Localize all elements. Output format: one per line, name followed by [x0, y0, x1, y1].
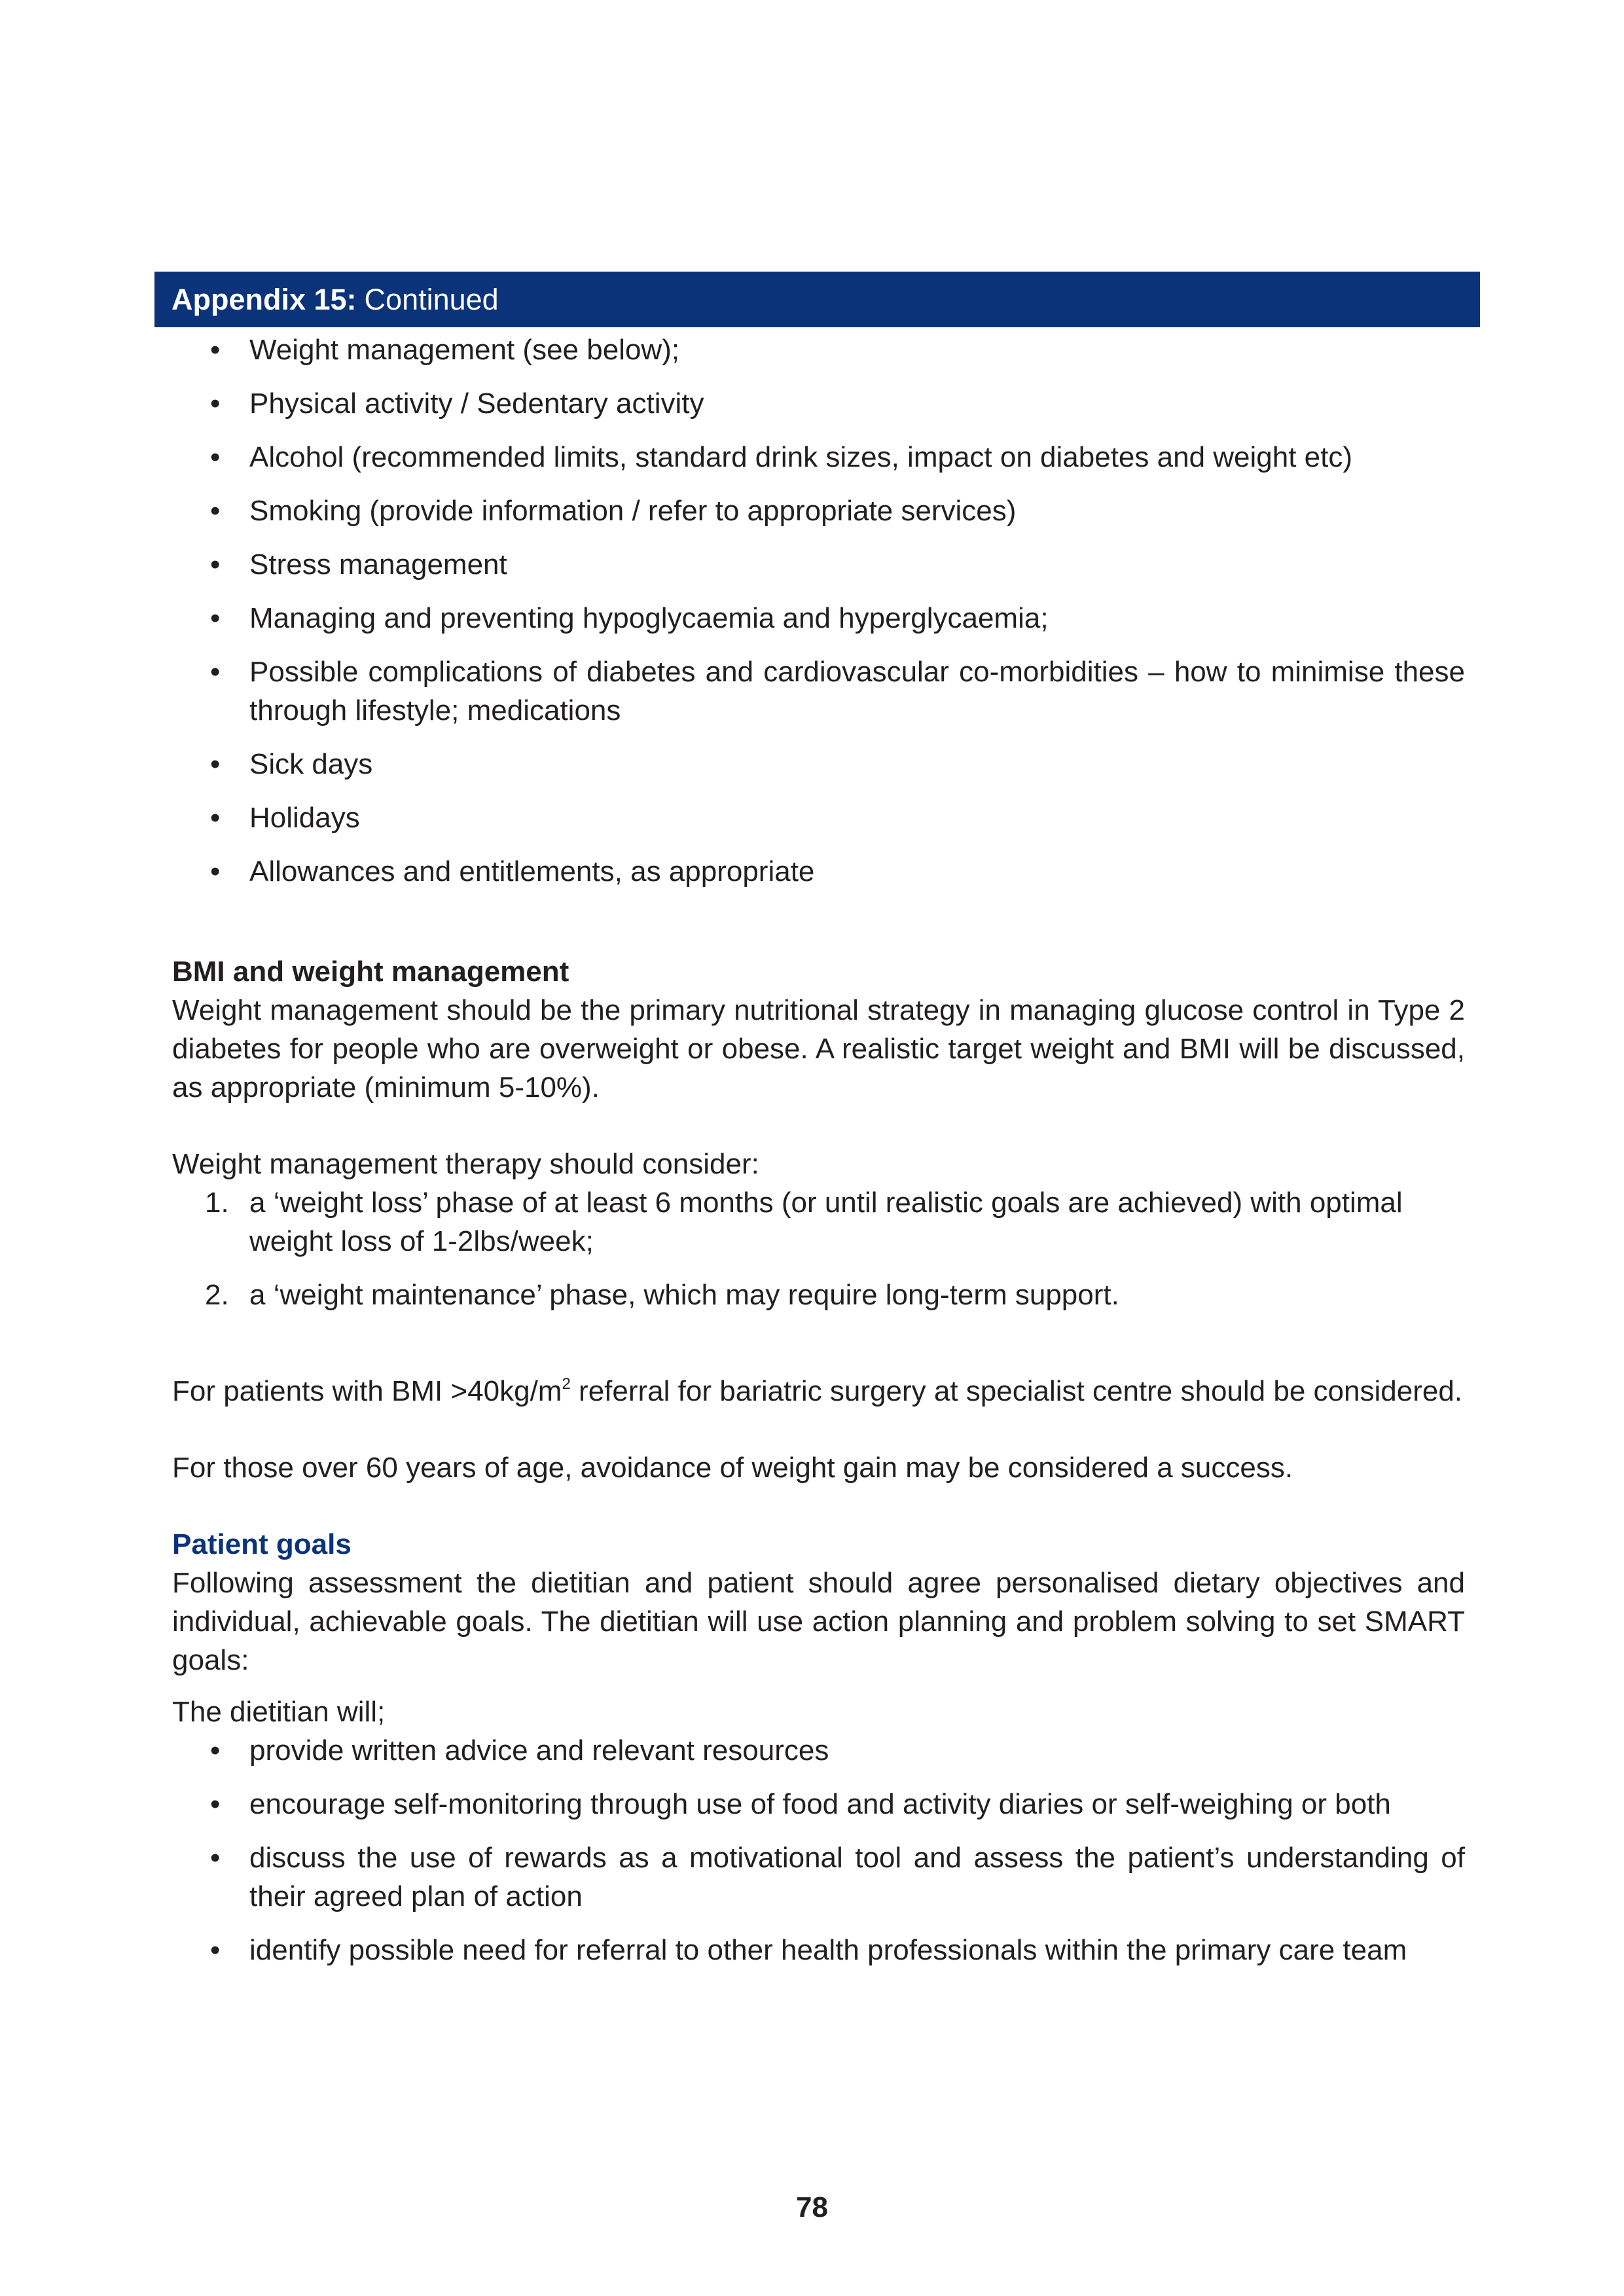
list-item: • Weight management (see below); [249, 331, 1465, 369]
step-text: a ‘weight loss’ phase of at least 6 months (or until realistic goals are achieved) with optimal weight loss of 1-2lbs/week; [249, 1187, 1403, 1257]
list-item: • Possible complications of diabetes and cardiovascular co-morbidities – how to minimise these through lifestyle; medications [249, 653, 1465, 730]
page-content [172, 331, 1465, 1984]
step-text: a ‘weight maintenance’ phase, which may require long-term support. [249, 1279, 1119, 1311]
bariatric-superscript: 2 [562, 1375, 571, 1393]
list-item: • provide written advice and relevant resources [249, 1731, 1465, 1770]
bariatric-paragraph [172, 1372, 1465, 1410]
list-item: • identify possible need for referral to other health professionals within the primary care team [249, 1931, 1465, 1969]
banner-label-rest: Continued [364, 282, 499, 316]
page-number: 78 [796, 2191, 828, 2223]
bariatric-text-post: referral for bariatric surgery at specialist centre should be considered. [570, 1375, 1463, 1407]
bmi-paragraph: Weight management should be the primary nutritional strategy in managing glucose control in Type 2 diabetes for people who are overweight or obese. A realistic target weight and BMI will be discussed, as appropriate (minimum 5-10%). [172, 994, 1465, 1103]
bariatric-text-pre: For patients with BMI >40kg/m [172, 1375, 562, 1407]
appendix-banner [154, 272, 1480, 327]
list-item: • Allowances and entitlements, as appropriate [249, 852, 1465, 891]
topics-list [172, 331, 1465, 891]
goals-paragraph: Following assessment the dietitian and patient should agree personalised dietary objectives and individual, achievable goals. The dietitian will use action planning and problem solving to set SMART goals: [172, 1567, 1465, 1676]
list-item [205, 1276, 1465, 1314]
therapy-steps [172, 1183, 1465, 1314]
list-item: • Holidays [249, 798, 1465, 837]
list-item: • encourage self-monitoring through use of food and activity diaries or self-weighing or both [249, 1785, 1465, 1823]
banner-label-bold: Appendix 15: [171, 282, 357, 316]
list-item: • Sick days [249, 745, 1465, 783]
list-item: • Alcohol (recommended limits, standard drink sizes, impact on diabetes and weight etc) [249, 438, 1465, 476]
list-item: • Managing and preventing hypoglycaemia and hyperglycaemia; [249, 599, 1465, 637]
list-item: • discuss the use of rewards as a motivational tool and assess the patient’s understanding of their agreed plan of action [249, 1839, 1465, 1916]
list-item [205, 1183, 1465, 1261]
dietitian-intro: The dietitian will; [172, 1696, 386, 1728]
list-item: • Stress management [249, 545, 1465, 584]
patient-goals-heading: Patient goals [172, 1528, 352, 1560]
list-item: • Smoking (provide information / refer to appropriate services) [249, 492, 1465, 530]
bmi-heading: BMI and weight management [172, 956, 569, 988]
over60-paragraph: For those over 60 years of age, avoidance of weight gain may be considered a success. [172, 1452, 1293, 1484]
step-number: 2. [205, 1279, 229, 1311]
list-item: • Physical activity / Sedentary activity [249, 384, 1465, 423]
step-number: 1. [205, 1187, 229, 1219]
therapy-intro: Weight management therapy should consider: [172, 1148, 759, 1180]
dietitian-list [172, 1731, 1465, 1969]
